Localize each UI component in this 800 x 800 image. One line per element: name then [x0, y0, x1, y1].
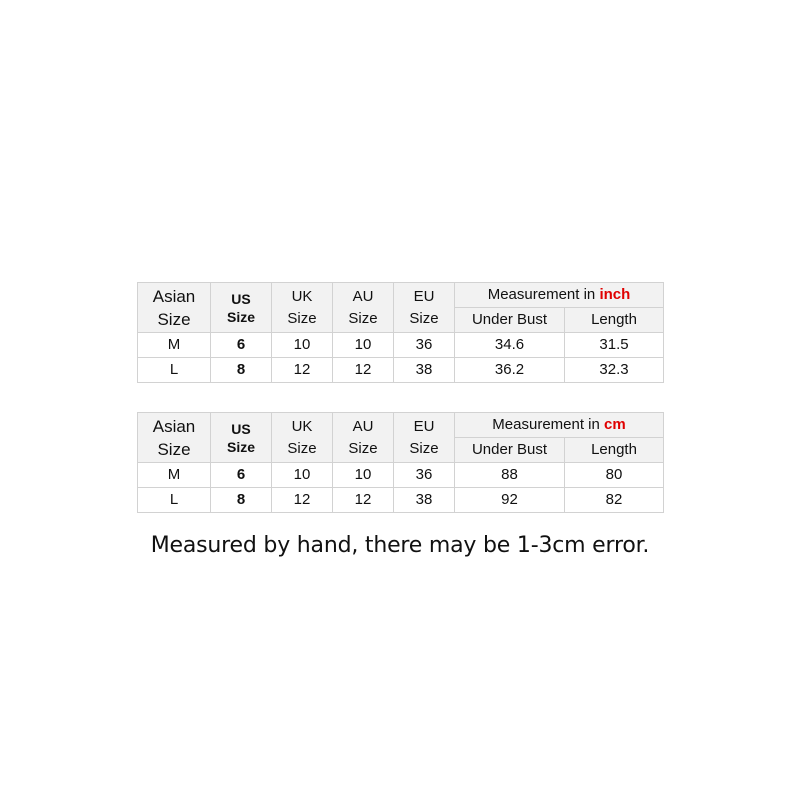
- uk-size-header: UK Size: [272, 283, 333, 333]
- uk-size-cell: 10: [272, 463, 333, 488]
- eu-size-cell: 36: [394, 463, 455, 488]
- table-row: [138, 358, 664, 383]
- us-size-cell: 8: [211, 488, 272, 513]
- asian-size-cell: L: [138, 358, 211, 383]
- measurement-note: Measured by hand, there may be 1-3cm error.: [150, 533, 650, 558]
- au-size-cell: 10: [333, 333, 394, 358]
- unit-label: inch: [599, 286, 631, 303]
- us-size-header: US Size: [211, 413, 272, 463]
- asian-size-header: Asian Size: [138, 283, 211, 333]
- measurement-header: Measurement in inch: [455, 283, 664, 308]
- length-header: Length: [565, 308, 664, 333]
- table-row: [138, 463, 664, 488]
- table-row: [138, 333, 664, 358]
- asian-size-cell: L: [138, 488, 211, 513]
- header-row: [138, 413, 664, 438]
- under-bust-cell: 92: [455, 488, 565, 513]
- uk-size-cell: 12: [272, 488, 333, 513]
- size-table-cm: [137, 412, 664, 513]
- measurement-header: Measurement in cm: [455, 413, 664, 438]
- au-size-header: AU Size: [333, 283, 394, 333]
- under-bust-header: Under Bust: [455, 308, 565, 333]
- uk-size-cell: 10: [272, 333, 333, 358]
- under-bust-cell: 36.2: [455, 358, 565, 383]
- header-row: [138, 283, 664, 308]
- length-cell: 32.3: [565, 358, 664, 383]
- asian-size-cell: M: [138, 333, 211, 358]
- uk-size-header: UK Size: [272, 413, 333, 463]
- us-size-header: US Size: [211, 283, 272, 333]
- size-table-inch: [137, 282, 664, 383]
- us-size-cell: 8: [211, 358, 272, 383]
- unit-label: cm: [604, 416, 626, 433]
- uk-size-cell: 12: [272, 358, 333, 383]
- asian-size-header: Asian Size: [138, 413, 211, 463]
- au-size-cell: 10: [333, 463, 394, 488]
- length-cell: 80: [565, 463, 664, 488]
- us-size-cell: 6: [211, 463, 272, 488]
- under-bust-header: Under Bust: [455, 438, 565, 463]
- length-cell: 82: [565, 488, 664, 513]
- length-cell: 31.5: [565, 333, 664, 358]
- au-size-cell: 12: [333, 358, 394, 383]
- under-bust-cell: 88: [455, 463, 565, 488]
- length-header: Length: [565, 438, 664, 463]
- eu-size-header: EU Size: [394, 413, 455, 463]
- under-bust-cell: 34.6: [455, 333, 565, 358]
- eu-size-header: EU Size: [394, 283, 455, 333]
- eu-size-cell: 38: [394, 358, 455, 383]
- au-size-header: AU Size: [333, 413, 394, 463]
- au-size-cell: 12: [333, 488, 394, 513]
- eu-size-cell: 38: [394, 488, 455, 513]
- eu-size-cell: 36: [394, 333, 455, 358]
- us-size-cell: 6: [211, 333, 272, 358]
- asian-size-cell: M: [138, 463, 211, 488]
- table-row: [138, 488, 664, 513]
